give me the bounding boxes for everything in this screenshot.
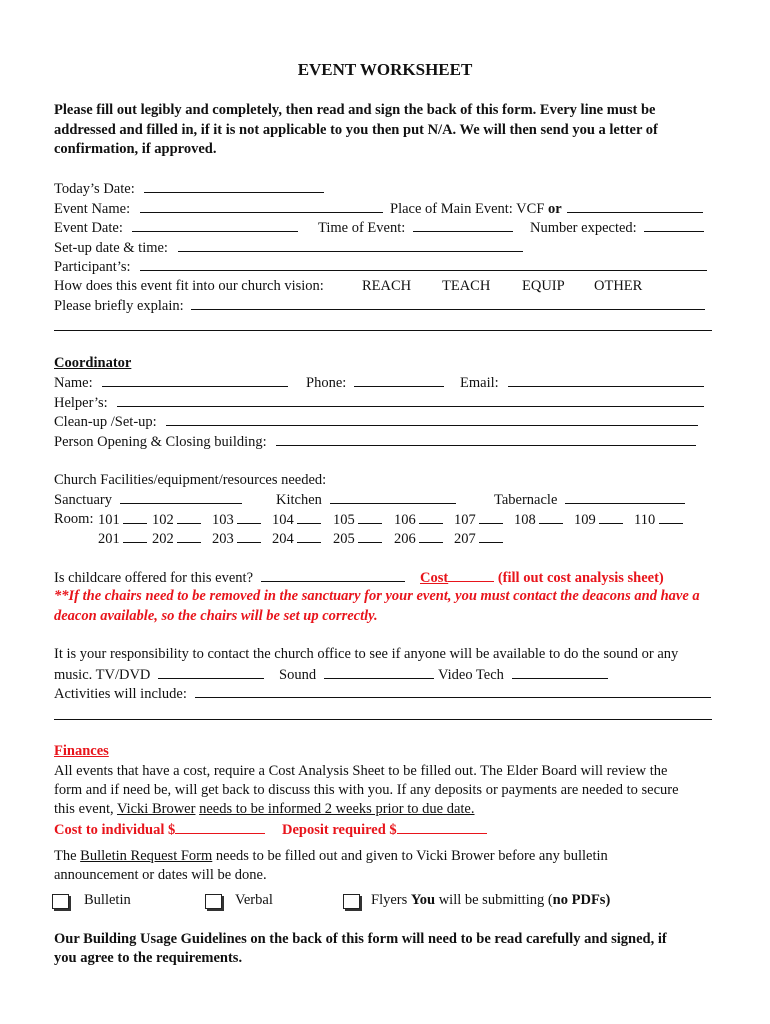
coordinator-email-row: [460, 373, 704, 393]
flyers-option-label: Flyers You will be submitting (no PDFs): [371, 892, 611, 908]
place-main-event-label: Place of Main Event: VCF: [390, 201, 545, 217]
coordinator-email-field[interactable]: [508, 373, 704, 387]
room-202[interactable]: 202: [152, 529, 201, 549]
tvdvd-row: [54, 665, 264, 685]
setup-date-label: Set-up date & time:: [54, 240, 168, 256]
coordinator-phone-row: [306, 373, 444, 393]
bulletin-line1: The Bulletin Request Form needs to be filled out and given to Vicki Brower before any bulletin: [54, 848, 608, 864]
vision-option-other[interactable]: OTHER: [594, 278, 643, 294]
room-108[interactable]: 108: [514, 510, 563, 530]
setup-date-row: [54, 238, 523, 258]
cleanup-field[interactable]: [166, 412, 698, 426]
coordinator-phone-field[interactable]: [354, 373, 444, 387]
room-103[interactable]: 103: [212, 510, 261, 530]
cost-individual-field[interactable]: [175, 820, 265, 834]
time-of-event-field[interactable]: [413, 218, 513, 232]
room-102[interactable]: 102: [152, 510, 201, 530]
room-107[interactable]: 107: [454, 510, 503, 530]
bulletin-request-form-name: Bulletin Request Form: [80, 848, 213, 864]
childcare-row: [54, 568, 405, 588]
event-date-field[interactable]: [132, 218, 298, 232]
explain-row: [54, 296, 705, 316]
room-101[interactable]: 101: [98, 510, 147, 530]
deposit-field[interactable]: [397, 820, 487, 834]
coordinator-email-label: Email:: [460, 375, 499, 391]
sanctuary-field[interactable]: [120, 490, 242, 504]
video-tech-field[interactable]: [512, 665, 608, 679]
kitchen-label: Kitchen: [276, 492, 322, 508]
coordinator-name-row: [54, 373, 288, 393]
cost-label: Cost: [420, 570, 449, 586]
room-203[interactable]: 203: [212, 529, 261, 549]
childcare-field[interactable]: [261, 568, 405, 582]
bulletin-option-label: Bulletin: [84, 892, 131, 908]
room-201[interactable]: 201: [98, 529, 147, 549]
time-of-event-row: [318, 218, 513, 238]
activities-field-line2[interactable]: [54, 719, 712, 720]
coordinator-heading: Coordinator: [54, 355, 132, 371]
number-expected-field[interactable]: [644, 218, 704, 232]
cost-field[interactable]: [448, 568, 494, 582]
guidelines-line1: Our Building Usage Guidelines on the back of this form will need to be read carefully and signed, if: [54, 931, 667, 947]
todays-date-label: Today’s Date:: [54, 181, 135, 197]
explain-field[interactable]: [191, 296, 705, 310]
cost-analysis-note: (fill out cost analysis sheet): [497, 570, 664, 586]
room-109[interactable]: 109: [574, 510, 623, 530]
page-title: EVENT WORKSHEET: [297, 60, 473, 79]
place-main-event-field[interactable]: [567, 199, 703, 213]
room-106[interactable]: 106: [394, 510, 443, 530]
room-207[interactable]: 207: [454, 529, 503, 549]
deposit-row: [282, 820, 487, 840]
sanctuary-row: [54, 490, 242, 510]
tabernacle-row: [494, 490, 685, 510]
sound-responsibility: It is your responsibility to contact the church office to see if anyone will be available to do the sound or any: [54, 646, 679, 662]
coordinator-name-field[interactable]: [102, 373, 288, 387]
todays-date-field[interactable]: [144, 179, 324, 193]
kitchen-field[interactable]: [330, 490, 456, 504]
tabernacle-label: Tabernacle: [494, 492, 558, 508]
guidelines-line2: you agree to the requirements.: [54, 950, 243, 966]
helpers-field[interactable]: [117, 393, 704, 407]
opening-closing-row: [54, 432, 696, 452]
room-204[interactable]: 204: [272, 529, 321, 549]
room-206[interactable]: 206: [394, 529, 443, 549]
sound-field[interactable]: [324, 665, 434, 679]
room-110[interactable]: 110: [634, 510, 683, 530]
activities-label: Activities will include:: [54, 686, 187, 702]
vicki-brower-name: Vicki Brower: [116, 801, 196, 817]
place-main-event-row: [390, 199, 703, 219]
finances-line3: this event, Vicki Brower needs to be informed 2 weeks prior to due date.: [54, 801, 475, 817]
helpers-label: Helper’s:: [54, 395, 108, 411]
kitchen-row: [276, 490, 456, 510]
event-date-label: Event Date:: [54, 220, 123, 236]
event-name-row: [54, 199, 383, 219]
participants-field[interactable]: [140, 257, 707, 271]
chairs-note: **If the chairs need to be removed in the sanctuary for your event, you must contact the deacons and have a deacon available, so the chairs will be set up correctly.: [54, 588, 700, 624]
participants-row: [54, 257, 707, 277]
sound-label: Sound: [279, 667, 317, 683]
cost-individual-label: Cost to individual $: [54, 822, 176, 838]
childcare-question: Is childcare offered for this event?: [54, 570, 254, 586]
event-name-field[interactable]: [140, 199, 383, 213]
coordinator-name-label: Name:: [54, 375, 93, 391]
sanctuary-label: Sanctuary: [54, 492, 112, 508]
vision-option-equip[interactable]: EQUIP: [522, 278, 565, 294]
activities-field[interactable]: [195, 684, 711, 698]
or-label: or: [548, 201, 562, 217]
video-tech-row: [438, 665, 608, 685]
todays-date-row: [54, 179, 324, 199]
activities-row: [54, 684, 711, 704]
cost-individual-row: [54, 820, 265, 840]
participants-label: Participant’s:: [54, 259, 131, 275]
event-date-row: [54, 218, 298, 238]
cost-row: [420, 568, 664, 588]
room-105[interactable]: 105: [333, 510, 382, 530]
finances-heading: Finances: [54, 743, 109, 759]
verbal-option-label: Verbal: [235, 892, 273, 908]
helpers-row: [54, 393, 704, 413]
vision-option-teach[interactable]: TEACH: [442, 278, 491, 294]
opening-closing-label: Person Opening & Closing building:: [54, 434, 267, 450]
room-205[interactable]: 205: [333, 529, 382, 549]
bulletin-line2: announcement or dates will be done.: [54, 867, 267, 883]
cleanup-label: Clean-up /Set-up:: [54, 414, 157, 430]
video-tech-label: Video Tech: [438, 667, 504, 683]
intro-paragraph: Please fill out legibly and completely, then read and sign the back of this form. Every line must be addressed and filled in, if it is not applicable to you then put N/A. We will then send you a letter of confirmation, if approved.: [54, 102, 658, 157]
coordinator-phone-label: Phone:: [306, 375, 347, 391]
explain-label: Please briefly explain:: [54, 298, 184, 314]
finances-line2: form and if need be, will get back to discuss this with you. If any deposits or payments are needed to secure: [54, 782, 679, 798]
facilities-heading: Church Facilities/equipment/resources needed:: [54, 472, 327, 488]
flyers-checkbox[interactable]: [343, 894, 360, 909]
verbal-checkbox[interactable]: [205, 894, 222, 909]
cleanup-row: [54, 412, 698, 432]
tvdvd-label: music. TV/DVD: [54, 667, 151, 683]
event-name-label: Event Name:: [54, 201, 131, 217]
number-expected-row: [530, 218, 704, 238]
time-of-event-label: Time of Event:: [318, 220, 406, 236]
setup-date-field[interactable]: [178, 238, 523, 252]
explain-field-line2[interactable]: [54, 330, 712, 331]
finances-line1: All events that have a cost, require a Cost Analysis Sheet to be filled out. The Elder Board will review the: [54, 763, 668, 779]
sound-row: [279, 665, 434, 685]
bulletin-checkbox[interactable]: [52, 894, 69, 909]
deposit-label: Deposit required $: [282, 822, 397, 838]
vision-option-reach[interactable]: REACH: [362, 278, 412, 294]
opening-closing-field[interactable]: [276, 432, 696, 446]
room-label: Room:: [54, 511, 94, 527]
number-expected-label: Number expected:: [530, 220, 637, 236]
tvdvd-field[interactable]: [158, 665, 264, 679]
vision-question: How does this event fit into our church vision:: [54, 278, 324, 294]
room-104[interactable]: 104: [272, 510, 321, 530]
tabernacle-field[interactable]: [565, 490, 685, 504]
